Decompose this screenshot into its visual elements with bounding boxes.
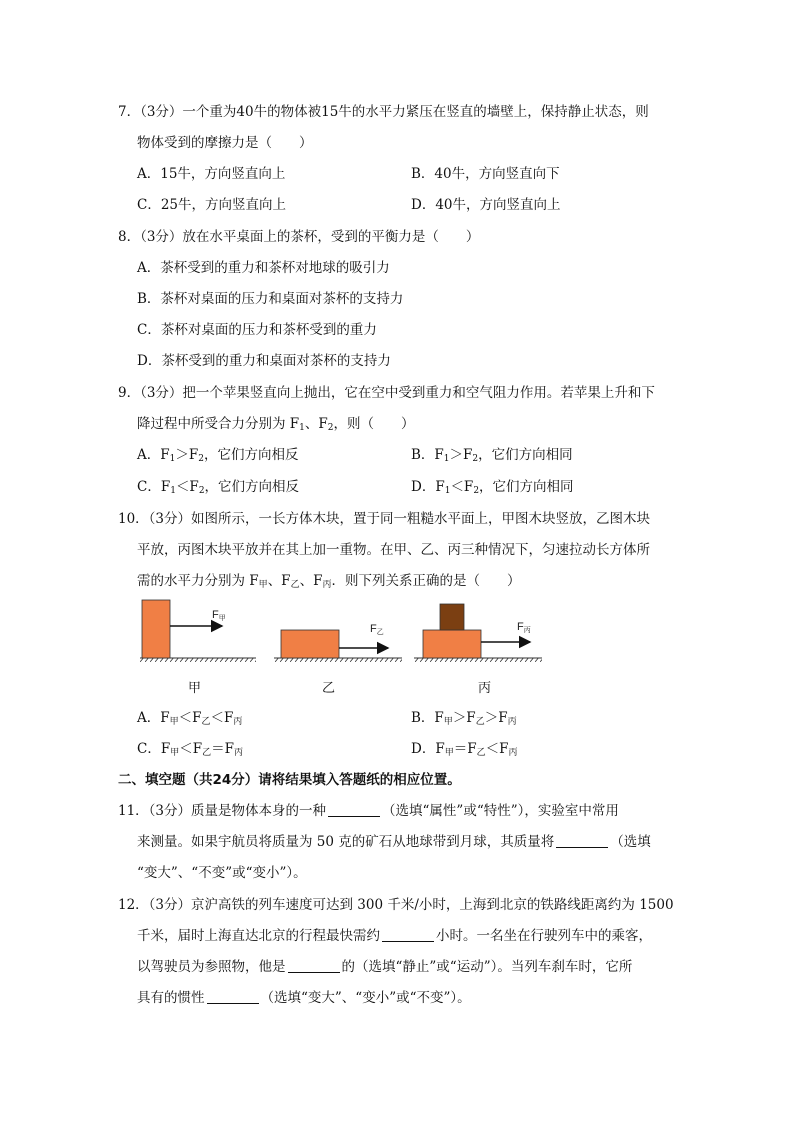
q10-stem-line1: 10．（3分）如图所示，一长方体木块，置于同一粗糙水平面上，甲图木块竖放，乙图木块 (118, 511, 651, 527)
svg-text:F乙: F乙 (370, 623, 384, 636)
q10-stem-line3: 需的水平力分别为 $F_甲$、$F_乙$、$F_丙$．则下列关系正确的是（ ） (137, 573, 521, 590)
q11-line2: 来测量。如果宇航员将质量为 50 克的矿石从地球带到月球，其质量将 （选填 (137, 834, 651, 850)
q12-line3: 以驾驶员为参照物，他是 的（选填“静止”或“运动”）。当列车刹车时，它所 (137, 959, 633, 975)
q11-blank-2[interactable] (556, 833, 608, 848)
q10-stem-line2: 平放，丙图木块平放并在其上加一重物。在甲、乙、丙三种情况下，匀速拉动长方体所 (137, 542, 650, 558)
q10-figure (130, 596, 550, 704)
q8-option-a: A．茶杯受到的重力和茶杯对地球的吸引力 (137, 260, 390, 276)
label-jia: 甲 (188, 680, 202, 695)
q12-line1: 12．（3分）京沪高铁的列车速度可达到 300 千米/小时，上海到北京的铁路线距离约为 1500 (118, 897, 674, 913)
q8-option-c: C．茶杯对桌面的压力和茶杯受到的重力 (137, 322, 377, 338)
q12-line4: 具有的惯性 （选填“变大”、“变小”或“不变”）。 (137, 990, 471, 1006)
q9-stem-line1: 9．（3分）把一个苹果竖直向上抛出，它在空中受到重力和空气阻力作用。若苹果上升和下 (118, 385, 655, 401)
svg-text:F甲: F甲 (212, 609, 226, 622)
q10-option-b: B．$F_甲>F_乙>F_丙$ (411, 710, 517, 727)
svg-text:F丙: F丙 (517, 621, 531, 634)
q9-option-a: A．$F_1>F_2$，它们方向相反 (137, 447, 299, 464)
q8-stem: 8．（3分）放在水平桌面上的茶杯，受到的平衡力是（ ） (118, 229, 480, 245)
weight-bing (440, 604, 464, 630)
q7-option-c: C．25牛，方向竖直向上 (137, 197, 287, 213)
label-bing: 丙 (478, 680, 492, 695)
q12-line2: 千米，届时上海直达北京的行程最快需约 小时。一名坐在行驶列车中的乘客， (137, 928, 652, 944)
q9-option-d: D．$F_1<F_2$，它们方向相同 (411, 479, 574, 496)
q7-option-d: D．40牛，方向竖直向上 (411, 197, 561, 213)
q7-stem-line1: 7．（3分）一个重为40牛的物体被15牛的水平力紧压在竖直的墙壁上，保持静止状态，则 (118, 104, 649, 120)
section-2-heading: 二、填空题（共24分）请将结果填入答题纸的相应位置。 (118, 772, 461, 788)
q10-option-c: C．$F_甲<F_乙=F_丙$ (137, 741, 243, 758)
q10-option-a: A．$F_甲<F_乙<F_丙$ (137, 710, 243, 727)
block-jia (142, 600, 170, 658)
diagram-bing (414, 604, 542, 695)
q9-option-b: B．$F_1>F_2$，它们方向相同 (411, 447, 573, 464)
q7-stem-line2: 物体受到的摩擦力是（ ） (137, 135, 313, 151)
q11-line3: “变大”、“不变”或“变小”）。 (137, 865, 307, 881)
block-yi (281, 630, 339, 658)
q7-option-b: B．40牛，方向竖直向下 (411, 166, 560, 182)
q7-option-a: A．15牛，方向竖直向上 (137, 166, 286, 182)
label-yi: 乙 (322, 680, 336, 695)
q8-option-d: D．茶杯受到的重力和桌面对茶杯的支持力 (137, 353, 391, 369)
q10-option-d: D．$F_甲=F_乙<F_丙$ (411, 741, 518, 758)
q11-blank-1[interactable] (328, 802, 380, 817)
block-bing (423, 630, 481, 658)
q12-blank-2[interactable] (288, 958, 340, 973)
q8-option-b: B．茶杯对桌面的压力和桌面对茶杯的支持力 (137, 291, 404, 307)
q9-option-c: C．$F_1<F_2$，它们方向相反 (137, 479, 300, 496)
q12-blank-1[interactable] (382, 927, 434, 942)
q12-blank-3[interactable] (207, 989, 259, 1004)
q11-line1: 11．（3分）质量是物体本身的一种 （选填“属性”或“特性”），实验室中常用 (118, 803, 619, 819)
diagram-jia (140, 600, 256, 695)
q9-stem-line2: 降过程中所受合力分别为 $F_1$、$F_2$，则（ ） (137, 416, 415, 433)
diagram-yi (274, 623, 402, 695)
